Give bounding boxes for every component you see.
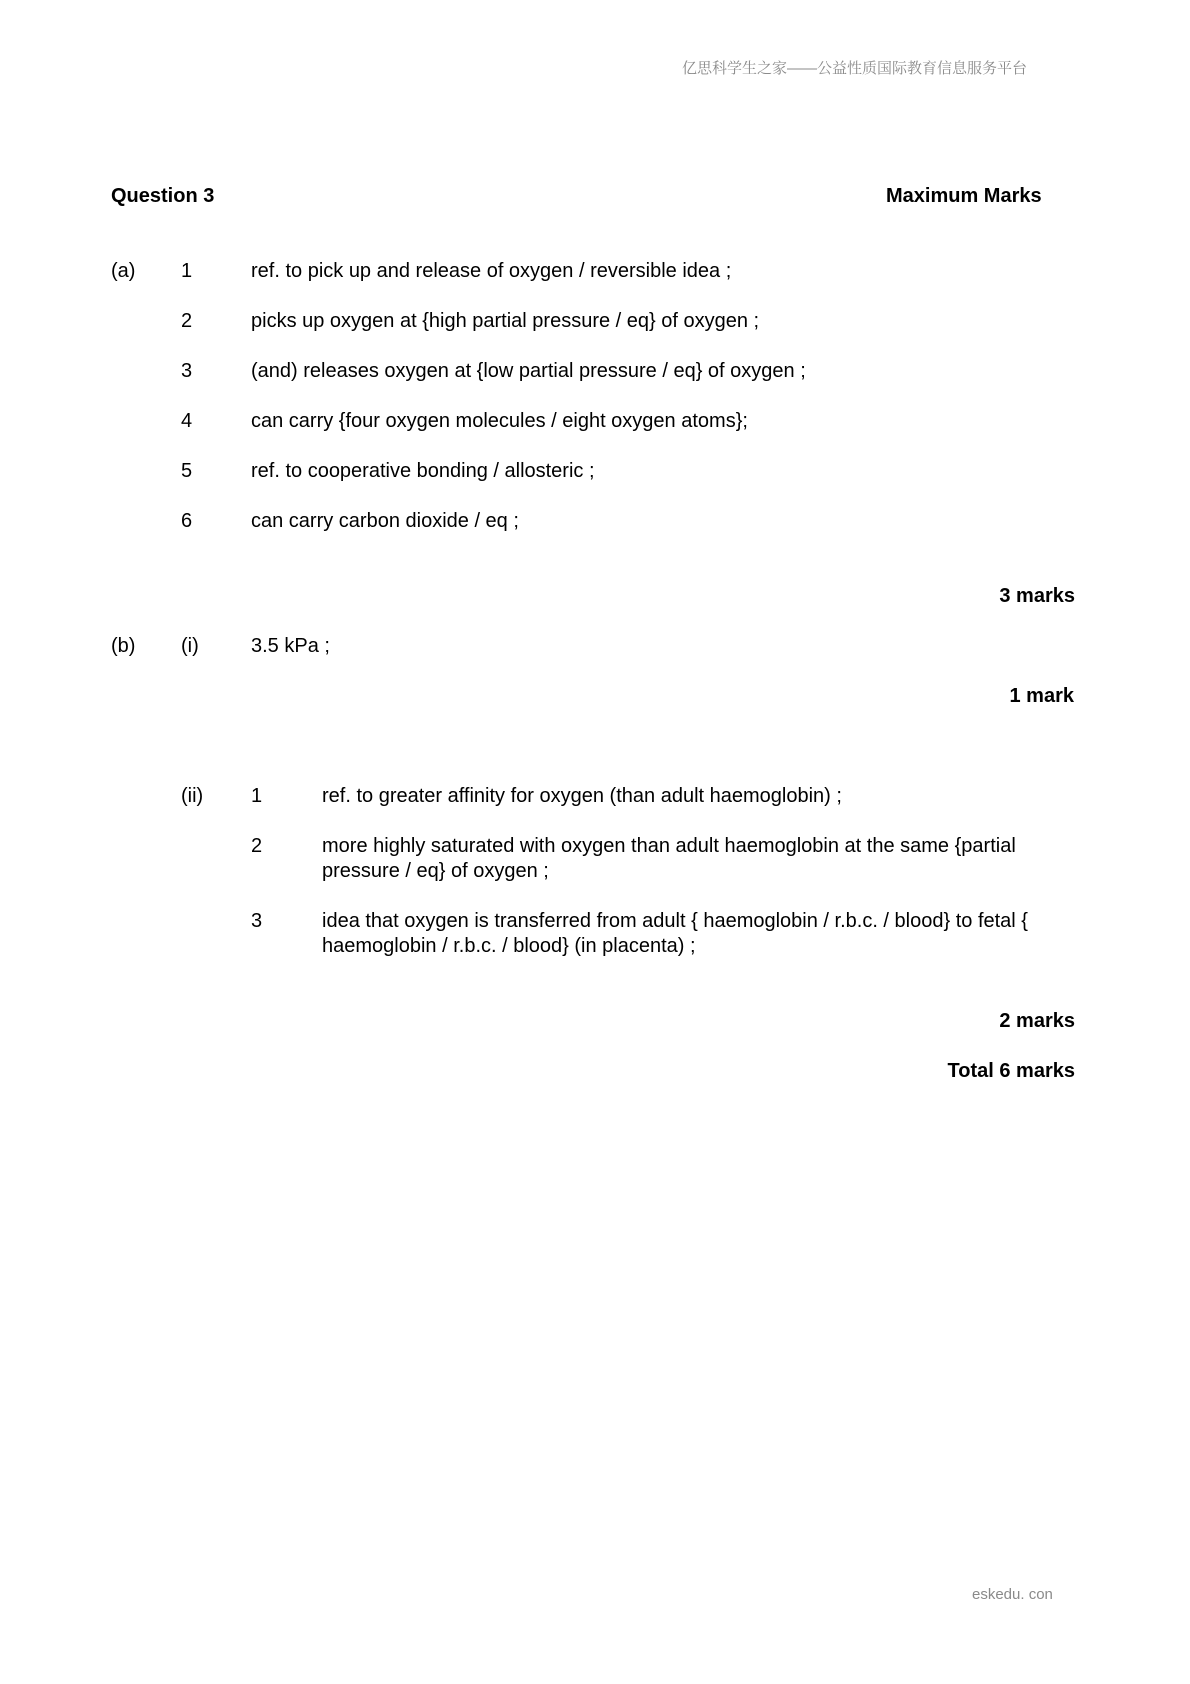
max-marks-label: Maximum Marks bbox=[886, 185, 1042, 207]
part-a-label: (a) bbox=[111, 260, 136, 282]
item-text: idea that oxygen is transferred from adult { haemoglobin / r.b.c. / blood} to fetal { haemoglobin / r.b.c. / blood} (in placenta) ; bbox=[322, 910, 1028, 957]
item-text: ref. to greater affinity for oxygen (than adult haemoglobin) ; bbox=[322, 785, 842, 807]
item-number: 1 bbox=[251, 785, 263, 807]
item-number: 6 bbox=[181, 510, 193, 532]
item-number: 2 bbox=[251, 835, 263, 857]
item-text: ref. to pick up and release of oxygen / reversible idea ; bbox=[251, 260, 732, 282]
item-number: 2 bbox=[181, 310, 193, 332]
footer-site: eskedu. con bbox=[972, 1586, 1053, 1603]
part-b-i-answer: 3.5 kPa ; bbox=[251, 635, 330, 657]
item-number: 1 bbox=[181, 260, 193, 282]
part-a-marks: 3 marks bbox=[999, 585, 1075, 607]
item-number: 5 bbox=[181, 460, 193, 482]
item-number: 3 bbox=[251, 910, 263, 932]
item-text: (and) releases oxygen at {low partial pressure / eq} of oxygen ; bbox=[251, 360, 806, 382]
item-text: can carry carbon dioxide / eq ; bbox=[251, 510, 519, 532]
item-text: more highly saturated with oxygen than adult haemoglobin at the same {partial pressure / eq} of oxygen ; bbox=[322, 835, 1016, 882]
part-b-ii-label: (ii) bbox=[181, 785, 204, 807]
part-b-i-label: (i) bbox=[181, 635, 199, 657]
item-number: 3 bbox=[181, 360, 193, 382]
total-marks: Total 6 marks bbox=[947, 1060, 1075, 1082]
part-b-ii-marks: 2 marks bbox=[999, 1010, 1075, 1032]
item-text: picks up oxygen at {high partial pressure / eq} of oxygen ; bbox=[251, 310, 760, 332]
item-text: can carry {four oxygen molecules / eight oxygen atoms}; bbox=[251, 410, 748, 432]
part-b-i-marks: 1 mark bbox=[1009, 685, 1074, 707]
part-b-label: (b) bbox=[111, 635, 136, 657]
item-number: 4 bbox=[181, 410, 193, 432]
item-text: ref. to cooperative bonding / allosteric ; bbox=[251, 460, 595, 482]
header-watermark: 亿思科学生之家——公益性质国际教育信息服务平台 bbox=[682, 60, 1028, 77]
question-title: Question 3 bbox=[111, 185, 215, 207]
